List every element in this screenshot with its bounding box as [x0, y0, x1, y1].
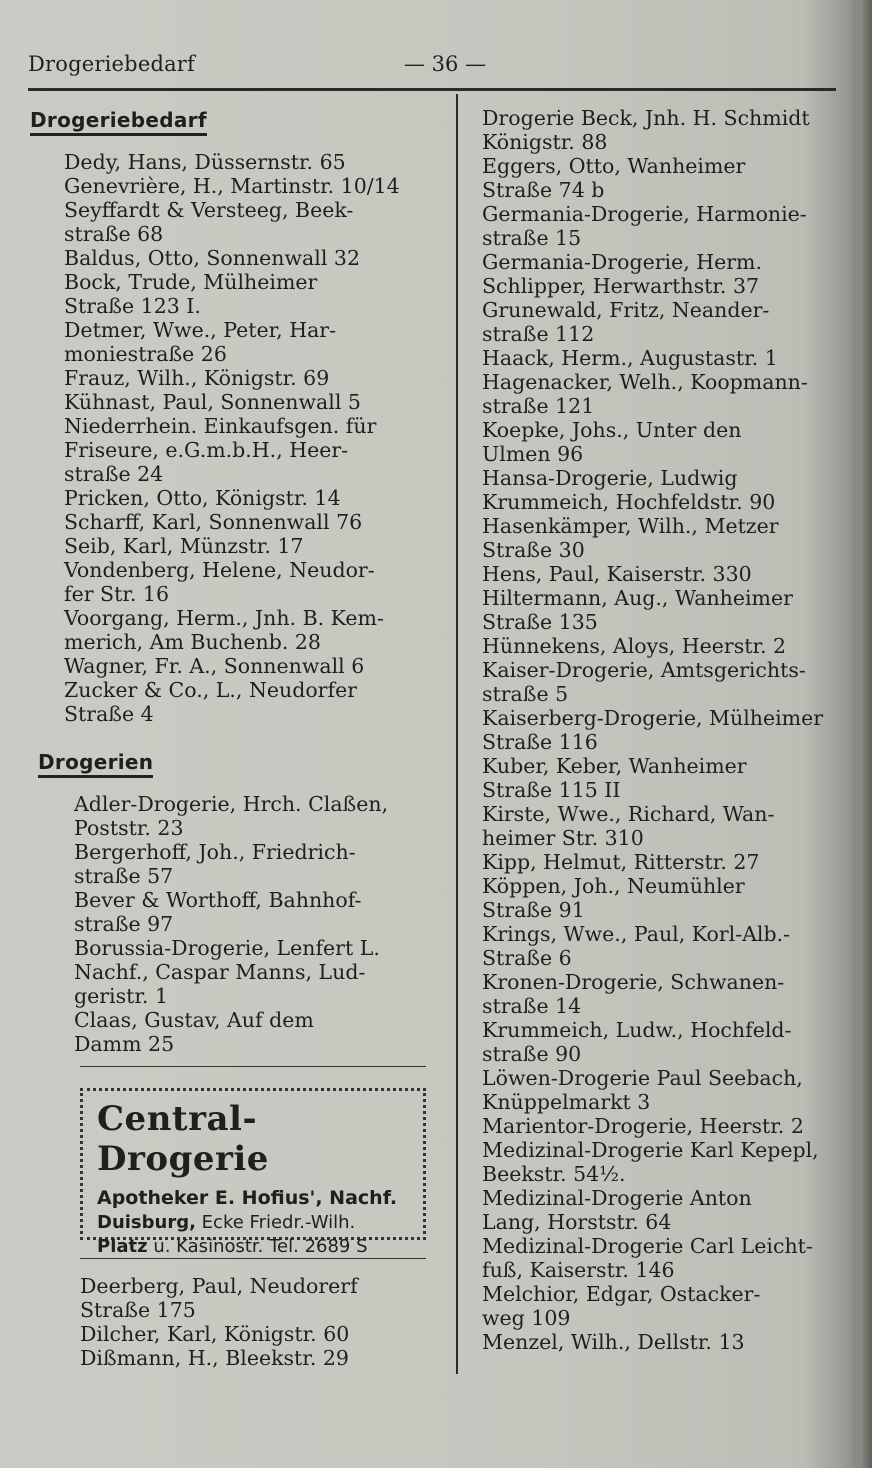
entry-line-continuation: straße 112: [482, 322, 595, 346]
directory-entry: [482, 922, 842, 970]
entry-line-first: Deerberg, Paul, Neudorerf: [80, 1274, 358, 1298]
directory-entry: [64, 366, 440, 390]
entry-line-continuation: Lang, Horststr. 64: [482, 1210, 672, 1234]
directory-entry: [64, 534, 440, 558]
directory-entry: [482, 418, 842, 466]
entry-line-continuation: Beekstr. 54½.: [482, 1162, 626, 1186]
directory-entry: [482, 298, 842, 346]
entry-line-continuation: straße 24: [64, 462, 164, 486]
entry-line-continuation: moniestraße 26: [64, 342, 227, 366]
directory-entry: [64, 558, 440, 606]
page-number: — 36 —: [404, 52, 487, 76]
entry-line-continuation: Schlipper, Herwarthstr. 37: [482, 274, 760, 298]
entry-list-right: [482, 106, 842, 1354]
entry-line-first: Wagner, Fr. A., Sonnenwall 6: [64, 654, 365, 678]
directory-entry: [482, 106, 842, 154]
header-rule: [28, 88, 836, 91]
entry-line-continuation: Straße 30: [482, 538, 585, 562]
entry-line-first: Detmer, Wwe., Peter, Har-: [64, 318, 337, 342]
entry-line-continuation: straße 14: [482, 994, 582, 1018]
entry-line-first: Kirste, Wwe., Richard, Wan-: [482, 802, 775, 826]
entry-line-continuation: Knüppelmarkt 3: [482, 1090, 651, 1114]
entry-line-first: Claas, Gustav, Auf dem: [74, 1008, 314, 1032]
running-head-title: Drogeriebedarf: [28, 52, 196, 76]
column-divider: [456, 94, 458, 1374]
directory-entry: [482, 586, 842, 634]
ad-address-line-2: [97, 1235, 409, 1259]
left-column: [30, 108, 440, 1056]
directory-entry: [482, 874, 842, 922]
directory-entry: [74, 792, 440, 840]
entry-line-continuation: Friseure, e.G.m.b.H., Heer-: [64, 438, 349, 462]
entry-line-continuation: Straße 4: [64, 702, 154, 726]
entry-line-first: Bock, Trude, Mülheimer: [64, 270, 318, 294]
entry-line-continuation: fuß, Kaiserstr. 146: [482, 1258, 675, 1282]
entry-line-continuation: heimer Str. 310: [482, 826, 644, 850]
entry-line-first: Drogerie Beck, Jnh. H. Schmidt: [482, 106, 810, 130]
entry-line-continuation: straße 90: [482, 1042, 582, 1066]
entry-line-first: Seib, Karl, Münzstr. 17: [64, 534, 304, 558]
section-heading-drogerien: Drogerien: [38, 750, 153, 778]
entry-line-first: Hagenacker, Welh., Koopmann-: [482, 370, 808, 394]
directory-entry: [482, 970, 842, 1018]
entry-line-first: Marientor-Drogerie, Heerstr. 2: [482, 1114, 804, 1138]
directory-entry: [80, 1274, 430, 1322]
central-drogerie-advertisement: [80, 1088, 426, 1257]
entry-line-continuation: geristr. 1: [74, 984, 168, 1008]
book-spine-shadow: [850, 0, 872, 1468]
entry-line-first: Grunewald, Fritz, Neander-: [482, 298, 770, 322]
directory-entry: [482, 802, 842, 850]
entry-line-first: Medizinal-Drogerie Anton: [482, 1186, 752, 1210]
entry-line-first: Koepke, Johs., Unter den: [482, 418, 742, 442]
entry-line-first: Germania-Drogerie, Herm.: [482, 250, 762, 274]
entry-line-continuation: Straße 135: [482, 610, 598, 634]
ad-address-line-1: [97, 1211, 409, 1235]
entry-line-first: Genevrière, H., Martinstr. 10/14: [64, 174, 400, 198]
entry-line-first: Hasenkämper, Wilh., Metzer: [482, 514, 779, 538]
directory-entry: [482, 1018, 842, 1066]
entry-line-first: Kronen-Drogerie, Schwanen-: [482, 970, 785, 994]
directory-entry: [482, 1330, 842, 1354]
entry-line-first: Hiltermann, Aug., Wanheimer: [482, 586, 793, 610]
directory-entry: [80, 1322, 430, 1346]
entry-line-first: Hens, Paul, Kaiserstr. 330: [482, 562, 752, 586]
entry-line-continuation: Straße 116: [482, 730, 598, 754]
entry-line-first: Bever & Worthoff, Bahnhof-: [74, 888, 362, 912]
entry-line-first: Eggers, Otto, Wanheimer: [482, 154, 746, 178]
directory-entry: [64, 174, 440, 198]
entry-line-first: Borussia-Drogerie, Lenfert L.: [74, 936, 380, 960]
entry-line-continuation: Königstr. 88: [482, 130, 608, 154]
directory-entry: [74, 936, 440, 1008]
entry-line-first: Germania-Drogerie, Harmonie-: [482, 202, 807, 226]
entry-line-continuation: weg 109: [482, 1306, 571, 1330]
directory-entry: [482, 754, 842, 802]
entry-line-first: Haack, Herm., Augustastr. 1: [482, 346, 778, 370]
entry-line-first: Melchior, Edgar, Ostacker-: [482, 1282, 761, 1306]
entry-line-continuation: straße 97: [74, 912, 174, 936]
entry-line-continuation: Straße 74 b: [482, 178, 605, 202]
entry-line-first: Löwen-Drogerie Paul Seebach,: [482, 1066, 803, 1090]
directory-entry: [482, 1186, 842, 1234]
directory-entry: [64, 150, 440, 174]
entry-line-continuation: straße 68: [64, 222, 164, 246]
directory-entry: [64, 678, 440, 726]
directory-entry: [482, 466, 842, 514]
entry-line-continuation: merich, Am Buchenb. 28: [64, 630, 321, 654]
directory-entry: [64, 606, 440, 654]
entry-line-first: Dilcher, Karl, Königstr. 60: [80, 1322, 350, 1346]
directory-entry: [64, 654, 440, 678]
directory-entry: [482, 1234, 842, 1282]
entry-line-continuation: Straße 6: [482, 946, 572, 970]
directory-entry: [482, 1138, 842, 1186]
running-head: [28, 52, 844, 84]
directory-entry: [74, 1008, 440, 1056]
directory-entry: [482, 154, 842, 202]
directory-entry: [482, 514, 842, 562]
directory-entry: [80, 1346, 430, 1370]
directory-entry: [64, 486, 440, 510]
directory-entry: [64, 270, 440, 318]
directory-entry: [482, 706, 842, 754]
ad-bottom-rule: [80, 1258, 426, 1259]
left-column-continued: [80, 1274, 430, 1370]
entry-line-continuation: Nachf., Caspar Manns, Lud-: [74, 960, 366, 984]
directory-entry: [482, 562, 842, 586]
entry-line-continuation: Krummeich, Hochfeldstr. 90: [482, 490, 776, 514]
entry-line-first: Hünnekens, Aloys, Heerstr. 2: [482, 634, 787, 658]
directory-entry: [482, 1066, 842, 1114]
entry-line-first: Kuber, Keber, Wanheimer: [482, 754, 747, 778]
entry-line-continuation: Poststr. 23: [74, 816, 184, 840]
directory-entry: [482, 250, 842, 298]
directory-entry: [74, 840, 440, 888]
entry-line-first: Voorgang, Herm., Jnh. B. Kem-: [64, 606, 384, 630]
ad-city: Duisburg,: [97, 1212, 196, 1233]
entry-line-first: Medizinal-Drogerie Carl Leicht-: [482, 1234, 813, 1258]
entry-line-first: Adler-Drogerie, Hrch. Claßen,: [74, 792, 389, 816]
entry-line-continuation: Straße 175: [80, 1298, 196, 1322]
entry-line-continuation: fer Str. 16: [64, 582, 169, 606]
directory-entry: [482, 346, 842, 370]
entry-line-first: Hansa-Drogerie, Ludwig: [482, 466, 738, 490]
entry-line-continuation: Straße 123 I.: [64, 294, 201, 318]
entry-line-first: Kaiser-Drogerie, Amtsgerichts-: [482, 658, 806, 682]
entry-line-continuation: straße 15: [482, 226, 582, 250]
entry-line-first: Scharff, Karl, Sonnenwall 76: [64, 510, 363, 534]
entry-line-first: Vondenberg, Helene, Neudor-: [64, 558, 375, 582]
directory-entry: [64, 414, 440, 486]
entry-line-first: Frauz, Wilh., Königstr. 69: [64, 366, 330, 390]
entry-line-first: Zucker & Co., L., Neudorfer: [64, 678, 357, 702]
entry-line-first: Bergerhoff, Joh., Friedrich-: [74, 840, 356, 864]
ad-top-rule: [80, 1066, 426, 1067]
directory-entry: [482, 1114, 842, 1138]
directory-entry: [482, 850, 842, 874]
entry-line-continuation: straße 57: [74, 864, 174, 888]
ad-phone: u. Kasinostr. Tel. 2689 S: [147, 1236, 368, 1257]
entry-line-continuation: Straße 115 II: [482, 778, 621, 802]
entry-line-continuation: straße 5: [482, 682, 569, 706]
directory-entry: [482, 1282, 842, 1330]
directory-entry: [482, 634, 842, 658]
directory-entry: [74, 888, 440, 936]
directory-entry: [482, 370, 842, 418]
entry-line-first: Seyffardt & Versteeg, Beek-: [64, 198, 354, 222]
entry-line-first: Krummeich, Ludw., Hochfeld-: [482, 1018, 792, 1042]
entry-line-first: Pricken, Otto, Königstr. 14: [64, 486, 341, 510]
directory-entry: [64, 318, 440, 366]
entry-line-continuation: Ulmen 96: [482, 442, 584, 466]
section-heading-drogeriebedarf: Drogeriebedarf: [30, 108, 207, 136]
entry-line-first: Kaiserberg-Drogerie, Mülheimer: [482, 706, 824, 730]
entry-list-drogeriebedarf: [64, 150, 440, 726]
ad-street: Ecke Friedr.-Wilh.: [195, 1212, 356, 1233]
ad-title: Central-Drogerie: [97, 1099, 269, 1179]
directory-entry: [64, 510, 440, 534]
directory-entry: [482, 658, 842, 706]
directory-entry: [482, 202, 842, 250]
entry-line-first: Kipp, Helmut, Ritterstr. 27: [482, 850, 760, 874]
entry-line-first: Kühnast, Paul, Sonnenwall 5: [64, 390, 361, 414]
entry-list-drogerien: [74, 792, 440, 1056]
entry-line-first: Baldus, Otto, Sonnenwall 32: [64, 246, 360, 270]
entry-line-first: Krings, Wwe., Paul, Korl-Alb.-: [482, 922, 791, 946]
entry-list-drogerien-continued: [80, 1274, 430, 1370]
entry-line-first: Medizinal-Drogerie Karl Kepepl,: [482, 1138, 819, 1162]
entry-line-continuation: Damm 25: [74, 1032, 175, 1056]
entry-line-first: Dißmann, H., Bleekstr. 29: [80, 1346, 349, 1370]
entry-line-continuation: Straße 91: [482, 898, 585, 922]
entry-line-first: Menzel, Wilh., Dellstr. 13: [482, 1330, 745, 1354]
entry-line-first: Niederrhein. Einkaufsgen. für: [64, 414, 377, 438]
directory-entry: [64, 390, 440, 414]
ad-subtitle: Apotheker E. Hofius', Nachf.: [97, 1187, 398, 1209]
entry-line-continuation: straße 121: [482, 394, 595, 418]
entry-line-first: Dedy, Hans, Düssernstr. 65: [64, 150, 346, 174]
ad-place: Platz: [97, 1236, 148, 1257]
directory-entry: [64, 198, 440, 246]
entry-line-first: Köppen, Joh., Neumühler: [482, 874, 745, 898]
right-column: [482, 106, 842, 1354]
directory-entry: [64, 246, 440, 270]
